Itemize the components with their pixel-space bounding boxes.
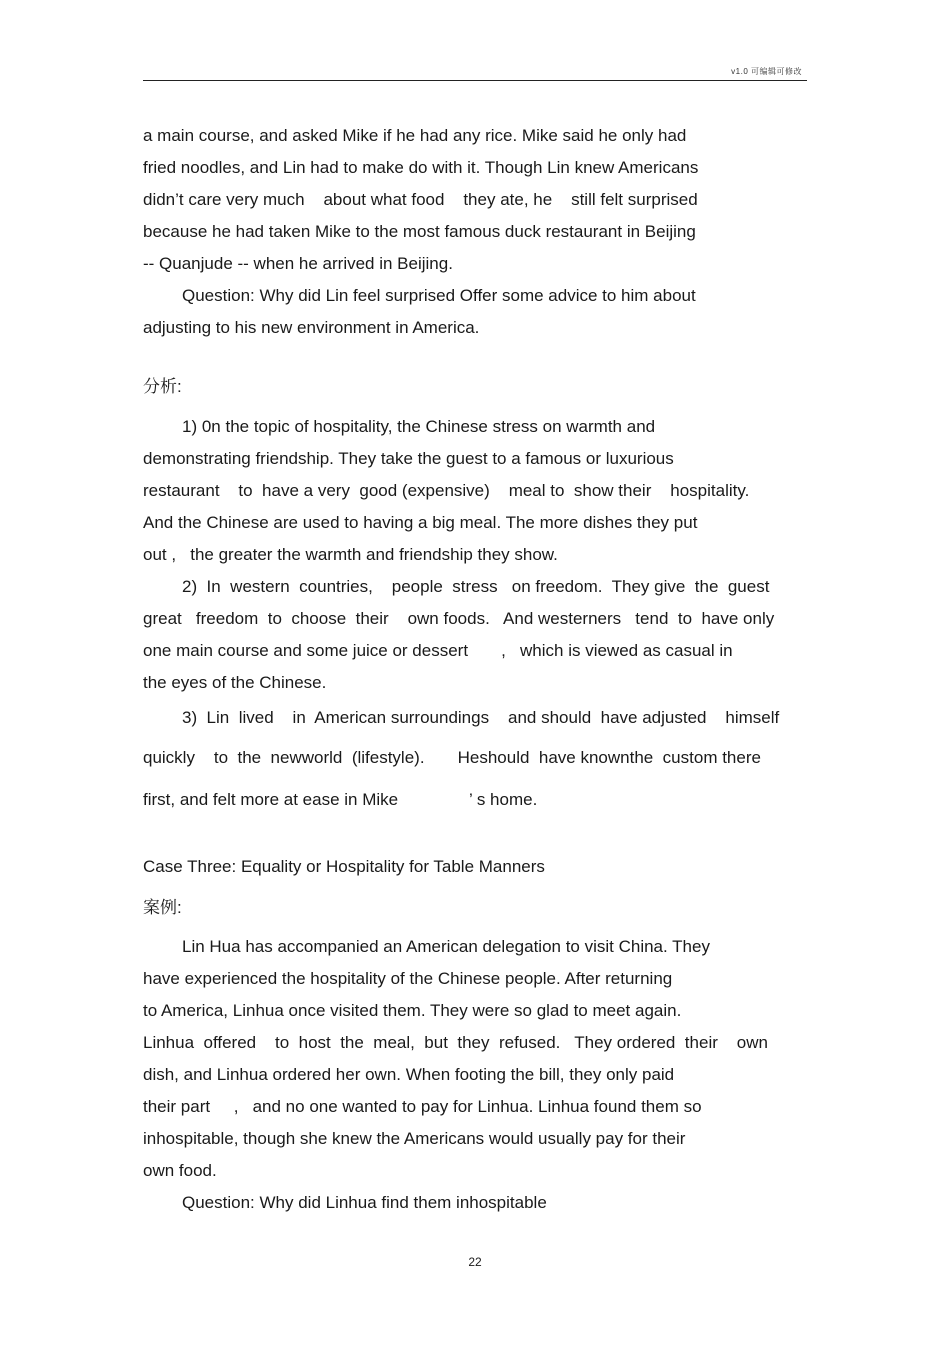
text-line: inhospitable, though she knew the Americans would usually pay for their — [143, 1129, 686, 1148]
text-line: because he had taken Mike to the most famous duck restaurant in Beijing — [143, 222, 696, 241]
text-line: 2) In western countries, people stress on freedom. They give the guest — [182, 577, 770, 596]
section-label-case: 案例: — [143, 898, 182, 917]
question-line: Question: Why did Linhua find them inhospitable — [182, 1193, 547, 1212]
question-line: Question: Why did Lin feel surprised Offer some advice to him about — [182, 286, 696, 305]
text-line: a main course, and asked Mike if he had any rice. Mike said he only had — [143, 126, 687, 145]
version-tag: v1.0 可编辑可修改 — [731, 67, 802, 76]
text-line: adjusting to his new environment in America. — [143, 318, 480, 337]
page-number: 22 — [468, 1255, 482, 1269]
section-label-analysis: 分析: — [143, 377, 182, 396]
text-line: first, and felt more at ease in Mike ’ s home. — [143, 790, 538, 809]
header-rule — [143, 80, 807, 81]
text-line: have experienced the hospitality of the Chinese people. After returning — [143, 969, 673, 988]
text-line: quickly to the newworld (lifestyle). Heshould have knownthe custom there — [143, 748, 761, 767]
text-line: -- Quanjude -- when he arrived in Beijing. — [143, 254, 453, 273]
text-line: Lin Hua has accompanied an American delegation to visit China. They — [182, 937, 710, 956]
text-line: the eyes of the Chinese. — [143, 673, 327, 692]
text-line: to America, Linhua once visited them. They were so glad to meet again. — [143, 1001, 682, 1020]
text-line: didn’t care very much about what food they ate, he still felt surprised — [143, 190, 698, 209]
text-line: fried noodles, and Lin had to make do with it. Though Lin knew Americans — [143, 158, 699, 177]
text-line: Linhua offered to host the meal, but they refused. They ordered their own — [143, 1033, 768, 1052]
text-line: dish, and Linhua ordered her own. When footing the bill, they only paid — [143, 1065, 675, 1084]
text-line: 3) Lin lived in American surroundings and should have adjusted himself — [182, 708, 780, 727]
text-line: great freedom to choose their own foods. And westerners tend to have only — [143, 609, 775, 628]
text-line: 1) 0n the topic of hospitality, the Chinese stress on warmth and — [182, 417, 656, 436]
text-line: own food. — [143, 1161, 217, 1180]
case-heading: Case Three: Equality or Hospitality for Table Manners — [143, 857, 545, 876]
text-line: And the Chinese are used to having a big meal. The more dishes they put — [143, 513, 698, 532]
text-line: one main course and some juice or dessert , which is viewed as casual in — [143, 641, 733, 660]
text-line: demonstrating friendship. They take the guest to a famous or luxurious — [143, 449, 674, 468]
text-line: out , the greater the warmth and friendship they show. — [143, 545, 558, 564]
text-line: their part , and no one wanted to pay for Linhua. Linhua found them so — [143, 1097, 702, 1116]
text-line: restaurant to have a very good (expensive) meal to show their hospitality. — [143, 481, 750, 500]
